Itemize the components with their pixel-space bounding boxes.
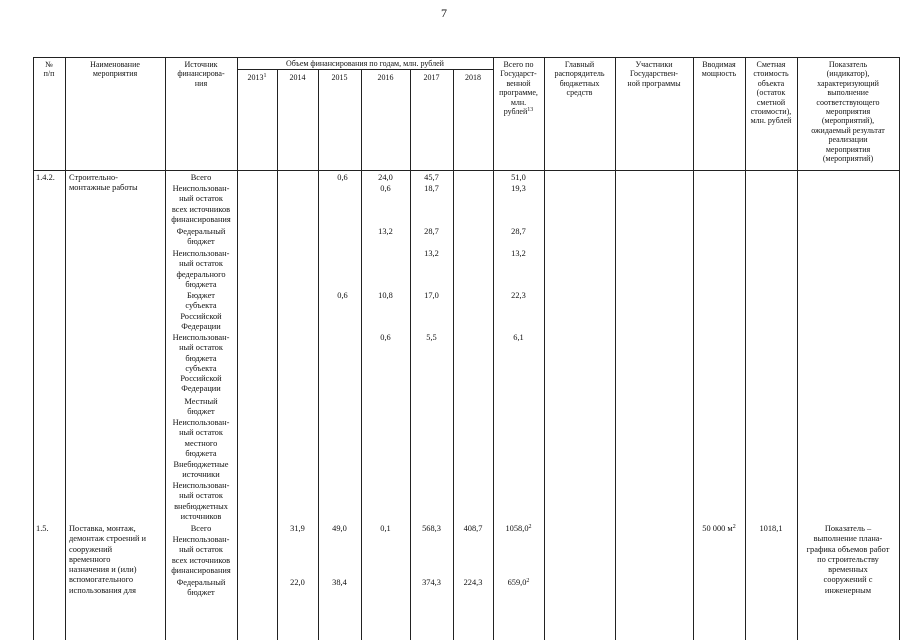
value-cell: 28,7 <box>511 227 526 236</box>
value-cell: 51,0 <box>511 173 526 182</box>
value-cell: 224,3 <box>463 578 483 587</box>
value-cell: 13,2 <box>424 249 439 258</box>
col-border <box>693 57 694 640</box>
col-border <box>544 57 545 640</box>
value-cell <box>493 524 544 534</box>
row-number: 1.5. <box>36 524 49 533</box>
value-cell: 568,3 <box>422 524 441 533</box>
value-cell: 28,7 <box>424 227 439 236</box>
indicator-cell: Показатель – выполнение плана- графика объемов работ по строительству временных сооружений с инженерным <box>806 524 890 595</box>
value-cell: 22,3 <box>511 291 526 300</box>
value-cell <box>493 578 544 588</box>
header-capacity: Вводимая мощность <box>701 60 737 79</box>
source-label: Всего <box>190 173 212 182</box>
header-num: № п/п <box>43 60 55 79</box>
cost-cell: 1018,1 <box>759 524 783 533</box>
col-border <box>65 57 66 640</box>
year-col-border <box>277 69 278 640</box>
page-number: 7 <box>441 6 447 20</box>
row-name: Строительно- монтажные работы <box>69 173 138 193</box>
header-year-2013-text: 2013 <box>247 73 264 82</box>
source-label: Неиспользован- ный остаток внебюджетных источников <box>172 481 230 521</box>
col-border <box>899 57 900 640</box>
year-col-border <box>410 69 411 640</box>
years-subheader-border <box>237 69 493 70</box>
value-cell: 45,7 <box>424 173 439 182</box>
value-cell: 19,3 <box>511 184 526 193</box>
value-cell: 374,3 <box>422 578 441 587</box>
header-year-2016: 2016 <box>377 73 394 82</box>
value-cell: 22,0 <box>290 578 305 587</box>
superscript: 2 <box>732 524 736 530</box>
col-border <box>745 57 746 640</box>
footnote-mark: 13 <box>527 107 534 114</box>
footnote-mark: 2 <box>526 578 530 584</box>
header-year-2013 <box>237 73 277 82</box>
source-label: Бюджет субъекта Российской Федерации <box>180 291 222 331</box>
source-label: Федеральный бюджет <box>176 578 226 598</box>
header-source: Источник финансирова- ния <box>177 60 225 88</box>
value-cell: 0,6 <box>380 333 391 342</box>
source-label: Федеральный бюджет <box>176 227 226 247</box>
source-label: Неиспользован- ный остаток бюджета субъекта Российской Федерации <box>172 333 230 394</box>
value-cell: 24,0 <box>378 173 393 182</box>
value-text: 659,0 <box>507 578 527 587</box>
header-year-2018: 2018 <box>465 73 481 82</box>
value-cell: 13,2 <box>378 227 393 236</box>
value-cell: 408,7 <box>463 524 483 533</box>
value-cell: 17,0 <box>424 291 439 300</box>
source-label: Неиспользован- ный остаток федерального бюджета <box>172 249 230 289</box>
header-bottom-border <box>33 170 899 171</box>
footnote-mark: 2 <box>528 524 532 530</box>
value-cell: 0,6 <box>337 173 348 182</box>
value-cell: 38,4 <box>332 578 347 587</box>
header-manager: Главный распорядитель бюджетных средств <box>554 60 605 98</box>
value-cell: 0,6 <box>380 184 391 193</box>
value-cell: 49,0 <box>332 524 347 533</box>
source-label: Местный бюджет <box>184 397 218 417</box>
footnote-mark: 1 <box>263 73 267 79</box>
col-border <box>493 57 494 640</box>
row-name: Поставка, монтаж, демонтаж строений и сооружений временного назначения и (или) вспомогательного использования для <box>69 524 147 595</box>
header-year-2015: 2015 <box>331 73 348 82</box>
header-participant: Участники Государствен- ной программы <box>627 60 681 88</box>
value-cell: 18,7 <box>424 184 439 193</box>
header-name: Наименование мероприятия <box>90 60 140 79</box>
col-border <box>33 57 34 640</box>
year-col-border <box>453 69 454 640</box>
header-year-2017: 2017 <box>423 73 440 82</box>
table-top-border <box>33 57 899 58</box>
source-label: Неиспользован- ный остаток всех источников финансирования <box>171 184 231 224</box>
year-col-border <box>318 69 319 640</box>
value-cell: 31,9 <box>290 524 305 533</box>
value-cell: 6,1 <box>513 333 524 342</box>
source-label: Неиспользован- ный остаток всех источников финансирования <box>171 535 231 575</box>
source-label: Всего <box>190 524 212 533</box>
header-total-text: Всего по Государст- венной программе, млн. рублей <box>499 60 538 117</box>
header-year-2014: 2014 <box>289 73 306 82</box>
header-volume: Объем финансирования по годам, млн. рублей <box>286 59 444 68</box>
year-col-border <box>361 69 362 640</box>
value-cell: 0,6 <box>337 291 348 300</box>
value-cell: 0,1 <box>380 524 391 533</box>
header-total <box>493 60 544 116</box>
col-border <box>615 57 616 640</box>
row-number: 1.4.2. <box>36 173 55 182</box>
value-cell: 13,2 <box>511 249 526 258</box>
capacity-text: 50 000 м <box>702 524 733 533</box>
source-label: Внебюджетные источники <box>173 460 229 480</box>
value-cell: 5,5 <box>426 333 437 342</box>
source-label: Неиспользован- ный остаток местного бюджета <box>172 418 230 458</box>
capacity-cell <box>693 524 745 534</box>
header-cost: Сметная стоимость объекта (остаток сметной стоимости), млн. рублей <box>750 60 792 126</box>
col-border <box>237 57 238 640</box>
value-text: 1058,0 <box>505 524 529 533</box>
value-cell: 10,8 <box>378 291 393 300</box>
header-indicator: Показатель (индикатор), характеризующий выполнение соответствующего мероприятия (мероприятий), ожидаемый результат реализации мероприятия (мероприятий) <box>811 60 885 164</box>
